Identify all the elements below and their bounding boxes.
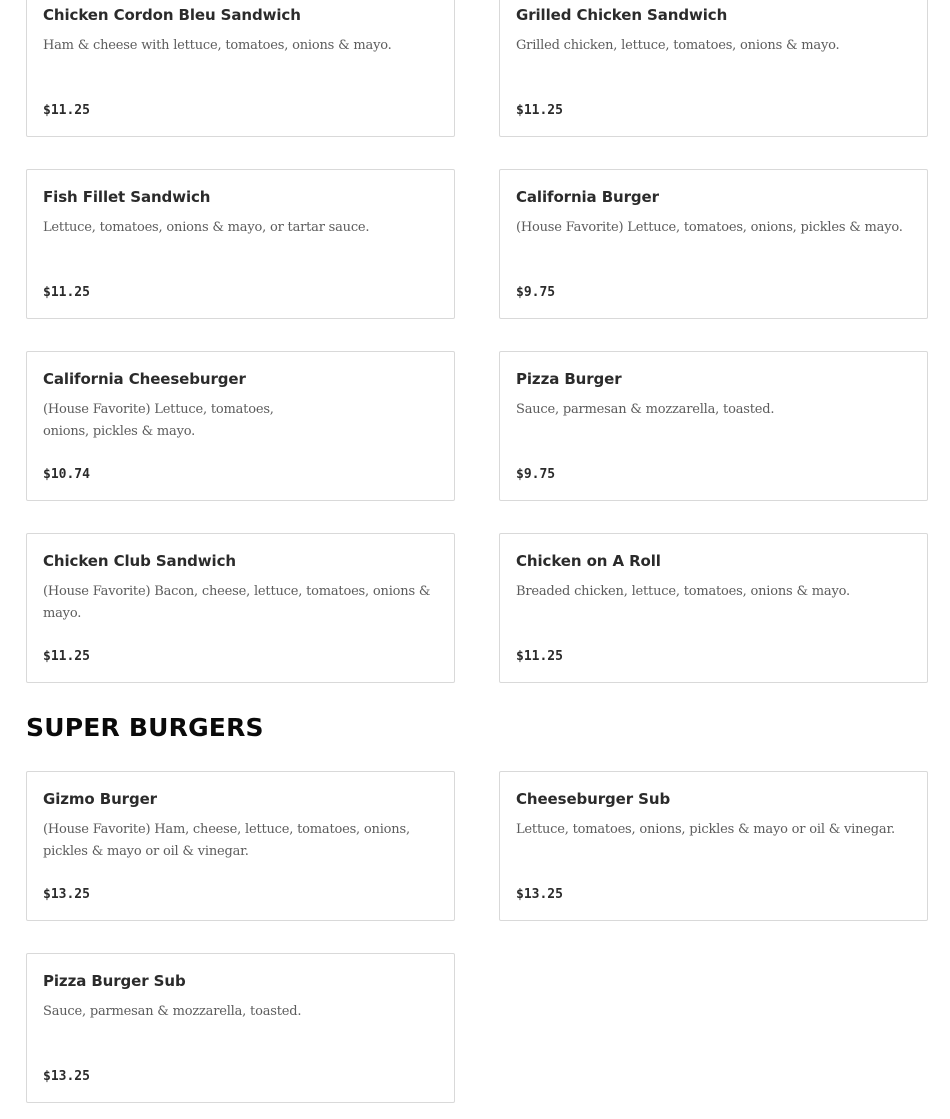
item-name: Chicken on A Roll	[516, 552, 661, 570]
menu-item-card[interactable]	[499, 351, 928, 501]
item-price: $13.25	[516, 887, 563, 902]
item-description: (House Favorite) Lettuce, tomatoes, onions, pickles & mayo.	[43, 402, 274, 439]
item-name: Fish Fillet Sandwich	[43, 188, 211, 206]
item-name: Chicken Cordon Bleu Sandwich	[43, 6, 301, 24]
item-price: $13.25	[43, 887, 90, 902]
item-price: $11.25	[43, 285, 90, 300]
menu-item-card[interactable]	[499, 771, 928, 921]
item-name: California Burger	[516, 188, 659, 206]
item-price: $11.25	[516, 103, 563, 118]
item-description: Lettuce, tomatoes, onions, pickles & mayo or oil & vinegar.	[516, 822, 895, 837]
item-price: $11.25	[43, 103, 90, 118]
item-price: $10.74	[43, 467, 90, 482]
item-name: Chicken Club Sandwich	[43, 552, 236, 570]
item-description: (House Favorite) Ham, cheese, lettuce, tomatoes, onions, pickles & mayo or oil & vinegar.	[43, 822, 410, 859]
menu-item-card[interactable]	[26, 0, 455, 137]
item-name: Pizza Burger Sub	[43, 972, 186, 990]
menu-item-card[interactable]	[499, 533, 928, 683]
item-price: $11.25	[43, 649, 90, 664]
item-name: Grilled Chicken Sandwich	[516, 6, 728, 24]
item-price: $9.75	[516, 467, 556, 482]
menu-item-card[interactable]	[26, 533, 455, 683]
menu-item-card[interactable]	[499, 169, 928, 319]
item-price: $13.25	[43, 1069, 90, 1084]
item-name: Cheeseburger Sub	[516, 790, 671, 808]
item-price: $11.25	[516, 649, 563, 664]
item-description: Sauce, parmesan & mozzarella, toasted.	[516, 402, 775, 417]
menu-item-card[interactable]	[26, 953, 455, 1103]
menu-item-card[interactable]	[26, 771, 455, 921]
item-name: Gizmo Burger	[43, 790, 157, 808]
item-name: California Cheeseburger	[43, 370, 246, 388]
item-description: Grilled chicken, lettuce, tomatoes, onions & mayo.	[516, 38, 840, 53]
menu-item-card[interactable]	[26, 351, 455, 501]
item-name: Pizza Burger	[516, 370, 622, 388]
item-description: Breaded chicken, lettuce, tomatoes, onions & mayo.	[516, 584, 850, 599]
menu-item-card[interactable]	[499, 0, 928, 137]
item-description: (House Favorite) Lettuce, tomatoes, onions, pickles & mayo.	[516, 220, 903, 235]
item-description: Lettuce, tomatoes, onions & mayo, or tartar sauce.	[43, 220, 370, 235]
item-description: Sauce, parmesan & mozzarella, toasted.	[43, 1004, 302, 1019]
item-description: (House Favorite) Bacon, cheese, lettuce, tomatoes, onions & mayo.	[43, 584, 431, 621]
item-price: $9.75	[516, 285, 556, 300]
item-description: Ham & cheese with lettuce, tomatoes, onions & mayo.	[43, 38, 392, 53]
section-heading-super-burgers: SUPER BURGERS	[26, 713, 264, 742]
menu-item-card[interactable]	[26, 169, 455, 319]
